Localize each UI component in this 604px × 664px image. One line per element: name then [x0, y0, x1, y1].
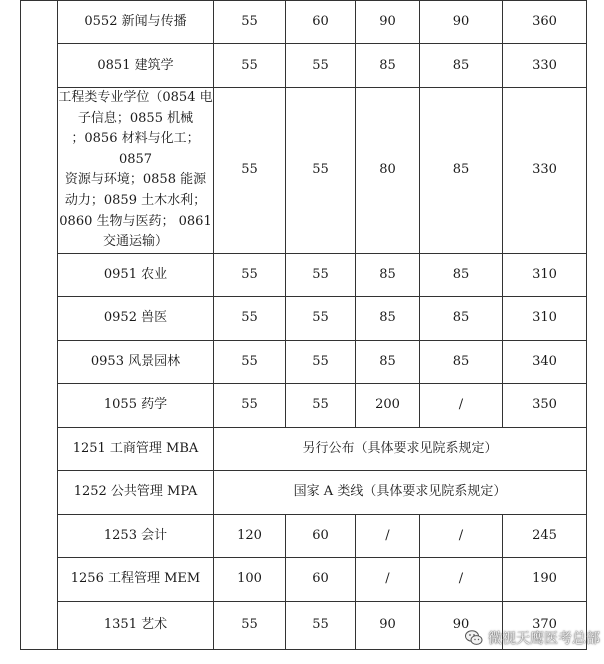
score-subject-2: 85: [420, 253, 503, 296]
score-total: 330: [503, 88, 587, 254]
score-politics: 55: [214, 253, 286, 296]
score-subject-2: /: [420, 514, 503, 557]
table-row: [21, 253, 587, 296]
major-name: 1351 艺术: [58, 601, 214, 649]
major-name: 0851 建筑学: [58, 44, 214, 88]
wechat-logo-icon: [464, 628, 484, 648]
score-politics: 120: [214, 514, 286, 557]
table-row: [21, 427, 587, 470]
table-row: [21, 44, 587, 88]
score-table: [20, 0, 587, 650]
score-foreign-language: 55: [286, 296, 356, 340]
watermark: [464, 628, 600, 648]
score-foreign-language: 55: [286, 601, 356, 649]
table-row: [21, 557, 587, 601]
score-subject-1: 90: [356, 1, 420, 44]
score-total: 245: [503, 514, 587, 557]
major-name-line: 0860 生物与医药； 0861: [59, 213, 212, 229]
score-subject-2: 85: [420, 296, 503, 340]
major-name-line: 子信息；0855 机械: [77, 110, 194, 126]
score-subject-2: 85: [420, 44, 503, 88]
score-foreign-language: 60: [286, 514, 356, 557]
score-subject-1: 90: [356, 601, 420, 649]
score-total: 350: [503, 383, 587, 427]
score-subject-1: /: [356, 514, 420, 557]
table-row: [21, 470, 587, 514]
major-name: 0952 兽医: [58, 296, 214, 340]
merged-requirement: 国家 A 类线（具体要求见院系规定）: [214, 470, 587, 514]
merged-requirement: 另行公布（具体要求见院系规定）: [214, 427, 587, 470]
score-subject-2: /: [420, 383, 503, 427]
score-subject-1: 85: [356, 340, 420, 383]
score-foreign-language: 55: [286, 383, 356, 427]
score-politics: 55: [214, 1, 286, 44]
table-row: [21, 383, 587, 427]
score-subject-1: 85: [356, 296, 420, 340]
score-subject-1: 200: [356, 383, 420, 427]
major-name-line: 动力；0859 土木水利；: [64, 192, 207, 208]
score-subject-2: 90: [420, 1, 503, 44]
watermark-text: 微视天鹰医考总部: [488, 631, 600, 647]
score-subject-2: 90: [420, 601, 503, 649]
major-name-line: 交通运输）: [102, 234, 168, 250]
major-name-line: 工程类专业学位（0854 电: [58, 90, 213, 105]
score-foreign-language: 55: [286, 340, 356, 383]
score-politics: 55: [214, 88, 286, 254]
score-politics: 100: [214, 557, 286, 601]
score-politics: 55: [214, 44, 286, 88]
table-row: [21, 1, 587, 44]
score-subject-1: 85: [356, 44, 420, 88]
major-name: 1256 工程管理 MEM: [58, 557, 214, 601]
major-name-line: ；0856 材料与化工；0857: [71, 131, 200, 167]
score-subject-1: 85: [356, 253, 420, 296]
table-row: [21, 340, 587, 383]
major-name: 1252 公共管理 MPA: [58, 470, 214, 514]
score-subject-2: /: [420, 557, 503, 601]
table-row: [21, 296, 587, 340]
score-total: 190: [503, 557, 587, 601]
score-total: 310: [503, 296, 587, 340]
score-politics: 55: [214, 296, 286, 340]
score-total: 360: [503, 1, 587, 44]
table-row: [21, 514, 587, 557]
major-name: 1055 药学: [58, 383, 214, 427]
major-name: 0951 农业: [58, 253, 214, 296]
score-subject-1: /: [356, 557, 420, 601]
major-name-line: 资源与环境；0858 能源: [64, 172, 207, 188]
score-subject-1: 80: [356, 88, 420, 254]
major-name: 1253 会计: [58, 514, 214, 557]
score-total: 330: [503, 44, 587, 88]
category-column: [21, 1, 58, 650]
score-total: 310: [503, 253, 587, 296]
score-politics: 55: [214, 340, 286, 383]
major-name: 0953 风景园林: [58, 340, 214, 383]
score-subject-2: 85: [420, 340, 503, 383]
score-foreign-language: 60: [286, 1, 356, 44]
score-table-frame: [20, 0, 586, 664]
score-foreign-language: 55: [286, 44, 356, 88]
major-name-multiline: [58, 88, 214, 254]
score-total: 340: [503, 340, 587, 383]
table-row: [21, 88, 587, 254]
major-name: 1251 工商管理 MBA: [58, 427, 214, 470]
score-total: 370: [503, 601, 587, 649]
score-subject-2: 85: [420, 88, 503, 254]
major-name: 0552 新闻与传播: [58, 1, 214, 44]
score-politics: 55: [214, 383, 286, 427]
score-foreign-language: 55: [286, 253, 356, 296]
score-foreign-language: 55: [286, 88, 356, 254]
score-politics: 55: [214, 601, 286, 649]
score-foreign-language: 60: [286, 557, 356, 601]
